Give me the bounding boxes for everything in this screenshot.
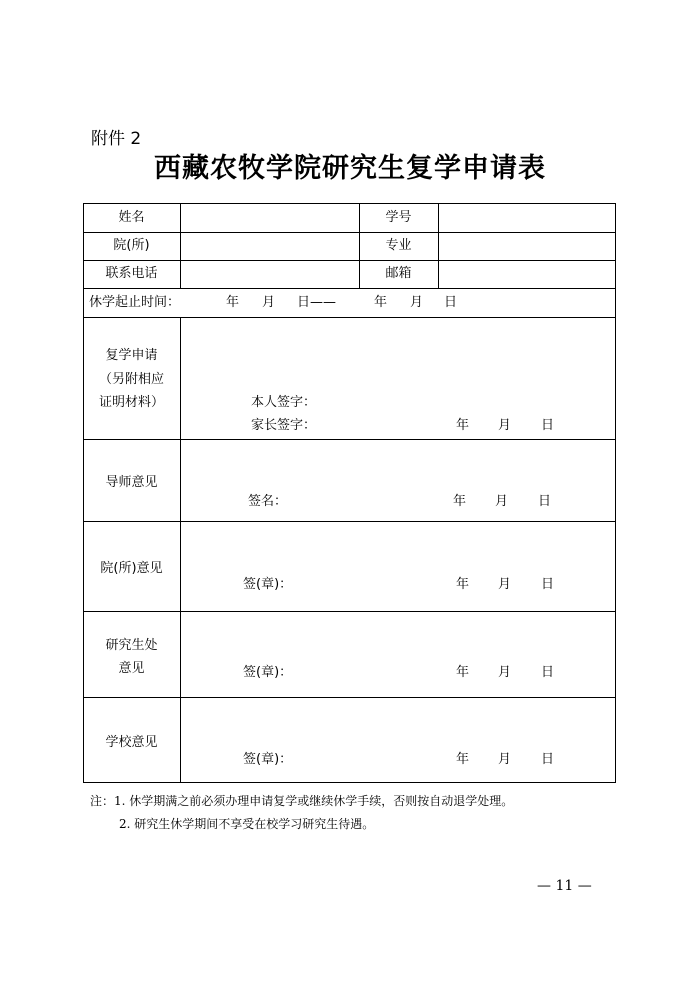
graduate-office-label-line1: 研究生处 — [105, 638, 158, 653]
school-date-month: 月 — [498, 752, 512, 767]
institute-label: 院(所) — [113, 238, 150, 253]
advisor-opinion-label: 导师意见 — [105, 475, 158, 490]
parent-signature-label: 家长签字： — [251, 418, 317, 433]
name-label: 姓名 — [118, 210, 145, 225]
leave-end-year: 年 — [374, 295, 388, 310]
graduate-office-date-year: 年 — [456, 665, 470, 680]
row-divider — [83, 439, 616, 440]
row-divider — [83, 260, 616, 261]
graduate-office-date-day: 日 — [541, 665, 555, 680]
row-divider — [83, 697, 616, 698]
column-divider — [180, 203, 181, 289]
leave-end-day: 日 — [444, 295, 458, 310]
note-2: 2. 研究生休学期间不享受在校学习研究生待遇。 — [119, 817, 375, 831]
attachment-label: 附件 2 — [91, 129, 142, 149]
application-label-line1: 复学申请 — [105, 348, 158, 363]
application-label-line2: （另附相应 — [98, 372, 164, 387]
application-date-day: 日 — [541, 418, 555, 433]
institute-opinion-label: 院(所)意见 — [100, 561, 163, 576]
institute-date-month: 月 — [498, 577, 512, 592]
row-divider — [83, 317, 616, 318]
note-1: 注：1. 休学期满之前必须办理申请复学或继续休学手续，否则按自动退学处理。 — [90, 794, 514, 808]
graduate-office-label-line2: 意见 — [118, 661, 145, 676]
form-title: 西藏农牧学院研究生复学申请表 — [154, 153, 546, 184]
institute-date-day: 日 — [541, 577, 555, 592]
leave-start-day-dash: 日—— — [297, 295, 337, 310]
advisor-signature-label: 签名： — [248, 494, 288, 509]
graduate-office-seal-label: 签(章)： — [243, 665, 293, 680]
institute-date-year: 年 — [456, 577, 470, 592]
column-divider — [438, 203, 439, 289]
major-label: 专业 — [385, 238, 412, 253]
application-label-line3: 证明材料） — [98, 395, 164, 410]
leave-period-label: 休学起止时间： — [89, 295, 181, 310]
leave-end-month: 月 — [410, 295, 424, 310]
application-date-year: 年 — [456, 418, 470, 433]
advisor-date-day: 日 — [538, 494, 552, 509]
advisor-date-year: 年 — [453, 494, 467, 509]
school-opinion-label: 学校意见 — [105, 735, 158, 750]
row-divider — [83, 611, 616, 612]
application-date-month: 月 — [498, 418, 512, 433]
advisor-date-month: 月 — [495, 494, 509, 509]
institute-seal-label: 签(章)： — [243, 577, 293, 592]
student-id-label: 学号 — [385, 210, 412, 225]
page-number: — 11 — — [537, 878, 592, 894]
row-divider — [83, 232, 616, 233]
column-divider — [180, 317, 181, 783]
application-form-table — [83, 203, 616, 783]
leave-start-year: 年 — [226, 295, 240, 310]
school-seal-label: 签(章)： — [243, 752, 293, 767]
phone-label: 联系电话 — [105, 266, 158, 281]
email-label: 邮箱 — [385, 266, 412, 281]
row-divider — [83, 521, 616, 522]
self-signature-label: 本人签字： — [251, 395, 317, 410]
school-date-day: 日 — [541, 752, 555, 767]
row-divider — [83, 288, 616, 289]
school-date-year: 年 — [456, 752, 470, 767]
leave-start-month: 月 — [262, 295, 276, 310]
graduate-office-date-month: 月 — [498, 665, 512, 680]
